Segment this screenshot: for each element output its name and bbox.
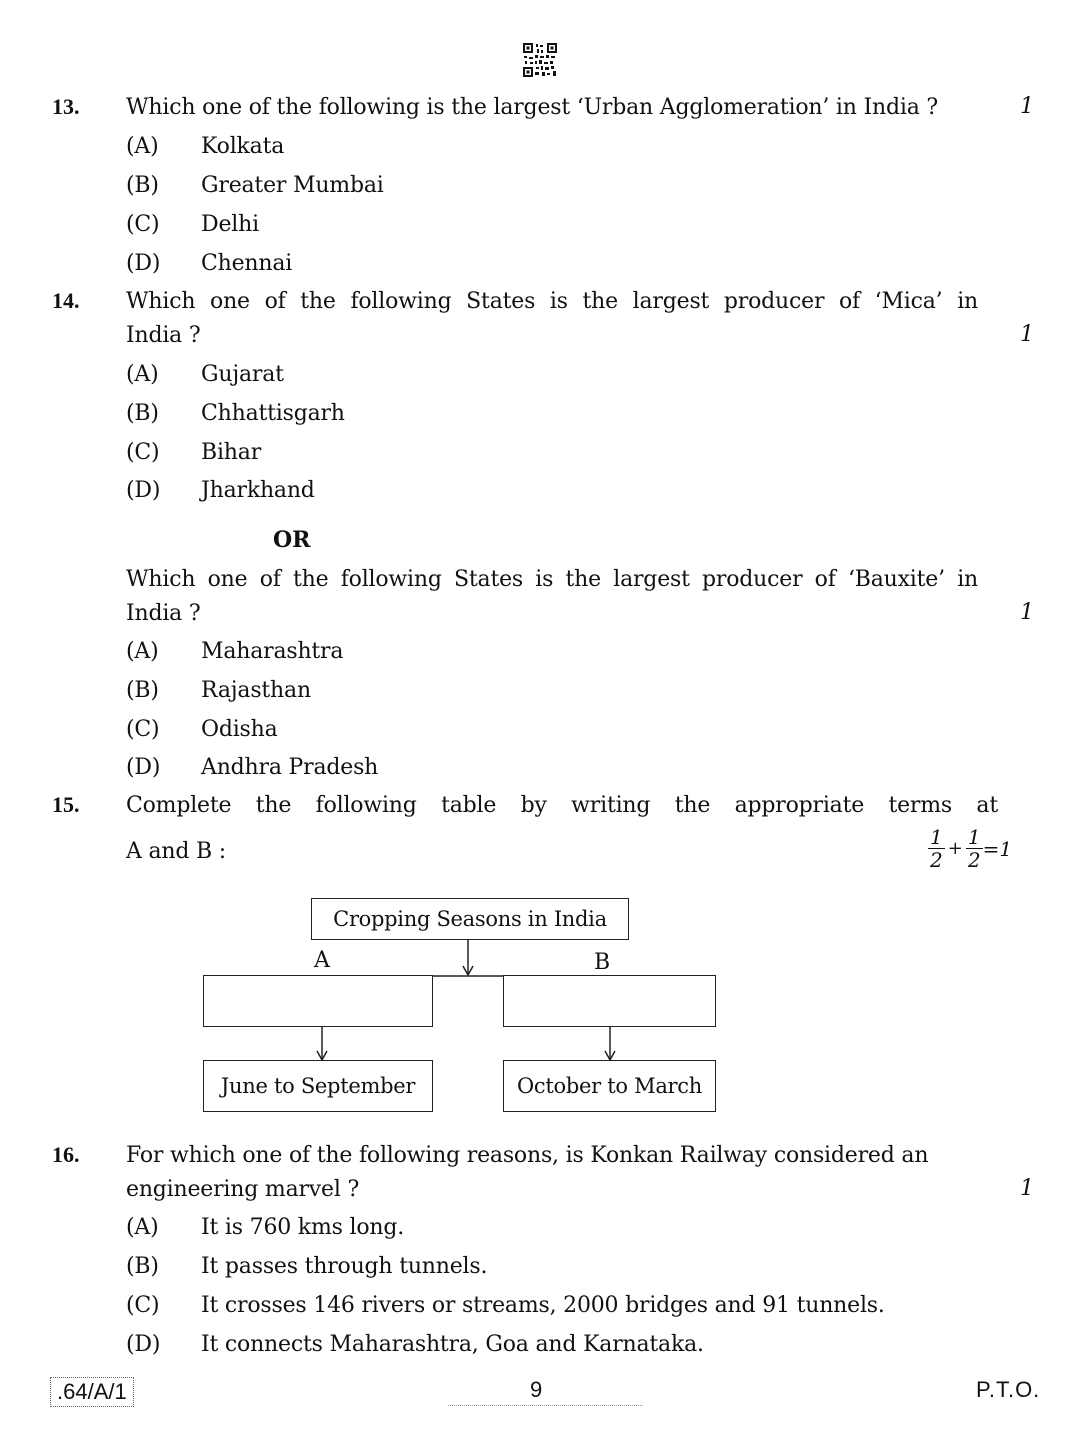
marks: 1 bbox=[1020, 94, 1034, 119]
option-a: (A) Gujarat bbox=[126, 362, 284, 387]
alt-marks: 1 bbox=[1020, 600, 1034, 625]
option-b: (B) Chhattisgarh bbox=[126, 401, 345, 426]
question-number: 15. bbox=[52, 792, 80, 817]
option-c: (C) Delhi bbox=[126, 212, 259, 237]
option-c: (C) It crosses 146 rivers or streams, 2000 bridges and 91 tunnels. bbox=[126, 1293, 885, 1318]
option-b: (B) It passes through tunnels. bbox=[126, 1254, 488, 1279]
option-a: (A) It is 760 kms long. bbox=[126, 1215, 405, 1240]
option-d: (D) It connects Maharashtra, Goa and Karnataka. bbox=[126, 1332, 704, 1357]
question-text-line1: For which one of the following reasons, is Konkan Railway considered an bbox=[126, 1143, 929, 1168]
question-text-line2: engineering marvel ? bbox=[126, 1177, 360, 1202]
label-a: A bbox=[314, 948, 330, 973]
question-number: 13. bbox=[52, 94, 80, 119]
alt-option-d: (D) Andhra Pradesh bbox=[126, 755, 379, 780]
question-text: Which one of the following is the largest ‘Urban Agglomeration’ in India ? bbox=[126, 95, 939, 120]
question-text-line1: Complete the following table by writing the appropriate terms at bbox=[126, 793, 998, 818]
blank-box-b[interactable] bbox=[503, 975, 716, 1027]
option-d: (D) Jharkhand bbox=[126, 478, 315, 503]
alt-option-b: (B) Rajasthan bbox=[126, 678, 311, 703]
label-b: B bbox=[594, 950, 611, 975]
or-label: OR bbox=[273, 527, 311, 553]
page-number: 9 bbox=[530, 1377, 543, 1402]
question-text-line1: Which one of the following States is the largest producer of ‘Mica’ in bbox=[126, 289, 978, 314]
leaf-box-b: October to March bbox=[503, 1060, 716, 1112]
page-number-underline bbox=[448, 1405, 643, 1406]
alt-question-text-line1: Which one of the following States is the largest producer of ‘Bauxite’ in bbox=[126, 567, 978, 592]
option-a: (A) Kolkata bbox=[126, 134, 285, 159]
question-text-line2: A and B : bbox=[126, 839, 227, 864]
alt-option-c: (C) Odisha bbox=[126, 717, 278, 742]
marks: 1 bbox=[1020, 1176, 1034, 1201]
alt-option-a: (A) Maharashtra bbox=[126, 639, 344, 664]
blank-box-a[interactable] bbox=[203, 975, 433, 1027]
marks-fraction: 1 2 + $\frac{1}{2}$ =1 bbox=[930, 825, 1013, 872]
pto-label: P.T.O. bbox=[976, 1377, 1041, 1402]
diagram-root-box: Cropping Seasons in India bbox=[311, 898, 629, 940]
question-number: 16. bbox=[52, 1142, 80, 1167]
leaf-box-a: June to September bbox=[203, 1060, 433, 1112]
option-d: (D) Chennai bbox=[126, 251, 293, 276]
question-text-line2: India ? bbox=[126, 323, 201, 348]
option-b: (B) Greater Mumbai bbox=[126, 173, 384, 198]
question-number: 14. bbox=[52, 288, 80, 313]
option-c: (C) Bihar bbox=[126, 440, 262, 465]
marks: 1 bbox=[1020, 322, 1034, 347]
paper-code: .64/A/1 bbox=[50, 1377, 134, 1407]
alt-question-text-line2: India ? bbox=[126, 601, 201, 626]
